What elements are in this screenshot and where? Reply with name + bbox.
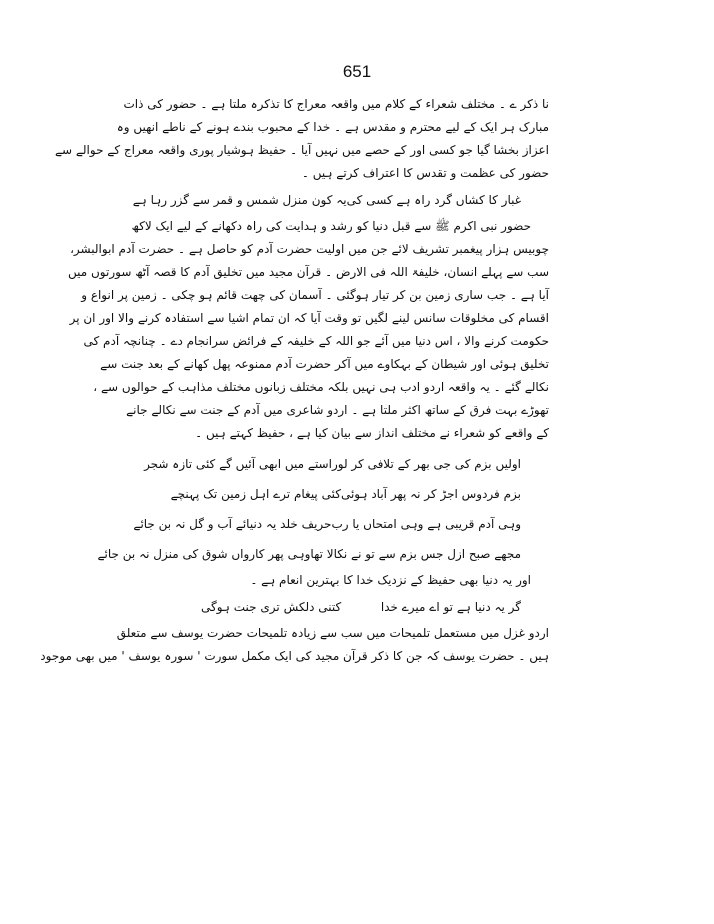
verse-first-hemistich: وہی آدم قریبی ہے وہی امتحاں یا رب xyxy=(331,517,521,531)
text-line: سب سے پہلے انسان، خلیفۃ اللہ فی الارض ۔ قرآن مجید میں تخلیق آدم کا قصہ آٹھ سورتوں میں xyxy=(68,265,549,279)
text-line: تخلیق ہوئی اور شیطان کے بہکاوے میں آکر حضرت آدم ممنوعہ پھل کھانے کے بعد جنت سے xyxy=(100,357,549,371)
text-line: اردو غزل میں مستعمل تلمیحات میں سب سے زیادہ تلمیحات حضرت یوسف سے متعلق xyxy=(116,626,549,640)
text-line: چوبیس ہزار پیغمبر تشریف لائے جن میں اولیت حضرت آدم کو حاصل ہے ۔ حضرت آدم ابوالبشر، xyxy=(70,242,549,256)
page-number: 651 xyxy=(342,62,372,81)
verse-second-hemistich: یہ کون منزل شمس و قمر سے گزر رہا ہے xyxy=(132,193,347,207)
poem-note: اور یہ دنیا بھی حفیظ کے نزدیک خدا کا بہترین انعام ہے ۔ xyxy=(250,573,531,587)
text-line: نکالے گئے ۔ یہ واقعہ اردو ادب ہی نہیں بلکہ مختلف زبانوں مختلف مذاہب کے حوالوں سے ، xyxy=(93,380,549,394)
text-line: حضور نبی اکرم ﷺ سے قبل دنیا کو رشد و ہدایت کی راہ دکھانے کے لیے ایک لاکھ xyxy=(131,219,531,233)
verse-couplet xyxy=(170,479,549,509)
poem xyxy=(97,449,549,569)
paragraph-1 xyxy=(54,93,549,185)
paragraph-3 xyxy=(40,622,549,668)
text-line: اقسام کی مخلوقات سانس لینے لگیں تو وقت آیا کہ ان تمام اشیا سے استفادہ کرنے والا اور ان پر xyxy=(69,311,549,325)
text-line: نا ذکر ے ۔ مختلف شعراء کے کلام میں واقعہ معراج کا تذکرہ ملتا ہے ۔ حضور کی ذات xyxy=(123,97,549,111)
verse-first-hemistich: غبار کا کشاں گرد راہ ہے کسی کی xyxy=(346,193,521,207)
text-line: آیا ہے ۔ جب ساری زمین بن کر تیار ہوگئی ۔ آسمان کی چھت قائم ہو چکی ۔ زمین پر انواع و xyxy=(81,288,549,302)
verse-couplet xyxy=(144,449,549,479)
text-line: مبارک ہر ایک کے لیے محترم و مقدس ہے ۔ خدا کے محبوب بندے ہونے کے ناطے انھیں وہ xyxy=(116,120,549,134)
paragraph-2 xyxy=(68,215,549,445)
verse-first-hemistich: گر یہ دنیا ہے تو اے میرے خدا xyxy=(380,600,521,614)
text-line: تھوڑے بہت فرق کے ساتھ اکثر ملتا ہے ۔ اردو شاعری میں آدم کے جنت سے نکالے جانے xyxy=(126,403,549,417)
verse-first-hemistich: بزم فردوس اجڑ کر نہ پھر آباد ہوئی xyxy=(340,487,521,501)
verse-couplet xyxy=(175,592,549,622)
verse-second-hemistich: حریف خلد یہ دنیائے آب و گل نہ بن جائے xyxy=(133,517,332,531)
text-line: کے واقعے کو شعراء نے مختلف انداز سے بیان کیا ہے ، حفیظ کہتے ہیں ۔ xyxy=(195,426,549,440)
verse-couplet xyxy=(133,509,549,539)
verse-first-hemistich: اولیں بزم کی جی بھر کے تلافی کر لو xyxy=(337,457,521,471)
text-line: ہیں ۔ حضرت یوسف کہ جن کا ذکر قرآن مجید کی ایک مکمل سورت ' سورہ یوسف ' میں بھی موجود xyxy=(40,649,549,663)
verse-second-hemistich: کئی پیغام ترے اہل زمین تک پہنچے xyxy=(170,487,341,501)
text-line: اعزاز بخشا گیا جو کسی اور کے حصے میں نہیں آیا ۔ حفیظ ہوشیار پوری واقعہ معراج کے حوالے سے xyxy=(54,143,549,157)
page-body xyxy=(40,93,549,668)
verse-second-hemistich: کتنی دلکش تری جنت ہوگی xyxy=(201,600,342,614)
verse-second-hemistich: وہی پھر کارواں شوق کی منزل نہ بن جائے xyxy=(97,547,311,561)
verse-couplet xyxy=(97,539,549,569)
text-line: حکومت کرنے والا ، اس دنیا میں آئے جو اللہ کے خلیفہ کے فرائض سرانجام دے ۔ چنانچہ آدم کی xyxy=(83,334,549,348)
verse-second-hemistich: راستے میں ابھی آئیں گے کئی تازہ شجر xyxy=(144,457,338,471)
verse-first-hemistich: مجھے صبح ازل جس بزم سے تو نے نکالا تھا xyxy=(310,547,521,561)
verse-couplet xyxy=(132,185,549,215)
text-line: حضور کی عظمت و تقدس کا اعتراف کرتے ہیں ۔ xyxy=(301,166,549,180)
